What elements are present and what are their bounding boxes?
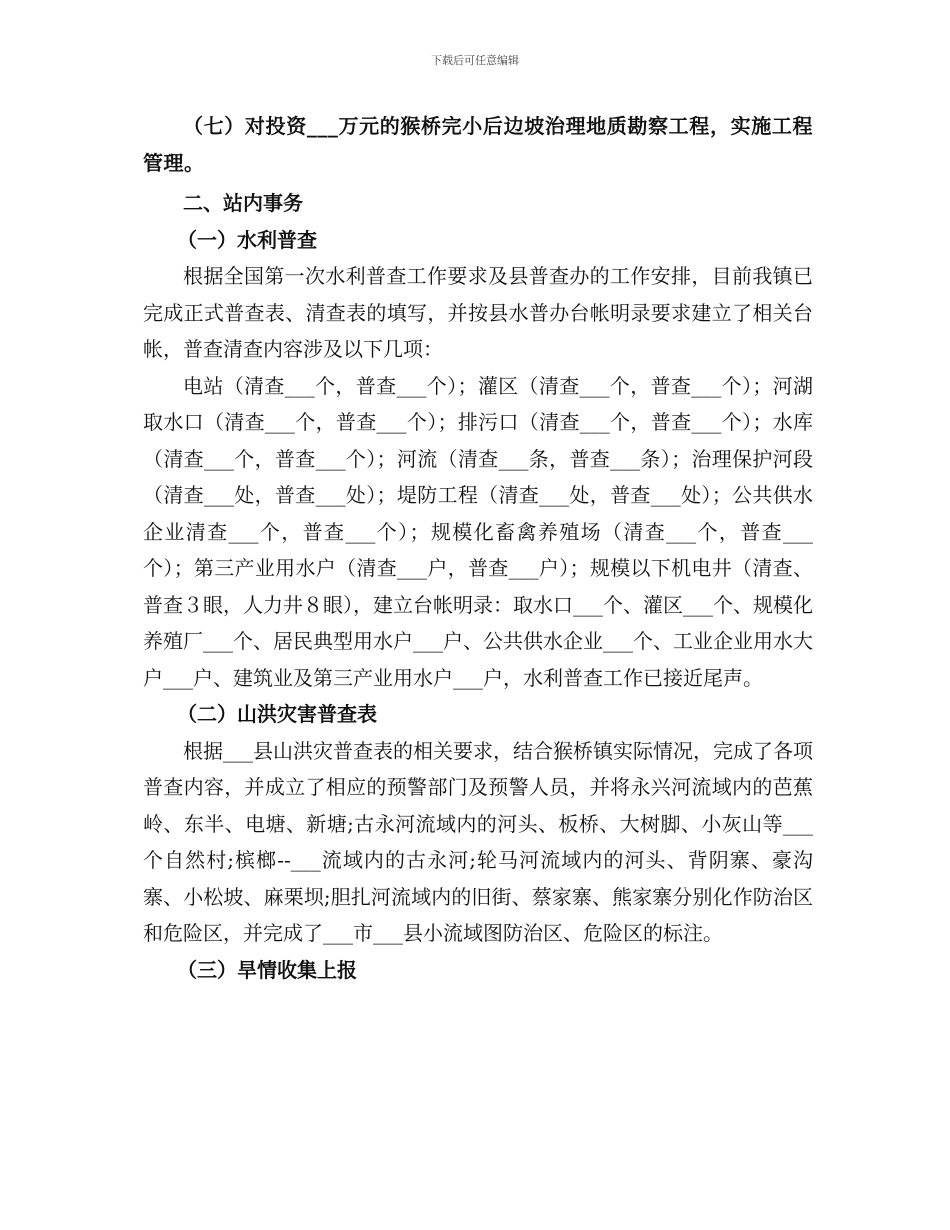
paragraph-water-census-items: 电站（清查___个，普查___个）；灌区（清查___个，普查___个）；河湖取水口（清查___个，普查___个）；排污口（清查___个，普查___个）；水库（清查___个，普查___个）；河流（清查___条，普查___条）；治理保护河段（清查___处，普查___处）；堤防工程（清查___处，普查___处）；公共供水企业清查___个，普查___个）；规模化畜禽养殖场（清查___个，普查___个）；第三产业用水户（清查___户，普查___户）；规模以下机电井（清查、普查３眼，人力井８眼），建立台帐明录：取水口___个、灌区___个、规模化养殖厂___个、居民典型用水户___户、公共供水企业___个、工业企业用水大户___户、建筑业及第三产业用水户___户，水利普查工作已接近尾声。 [143,373,813,690]
document-body [143,108,813,988]
paragraph-water-census-intro: 根据全国第一次水利普查工作要求及县普查办的工作安排，目前我镇已完成正式普查表、清查表的填写，并按县水普办台帐明录要求建立了相关台帐，普查清查内容涉及以下几项： [143,264,813,361]
subsection-heading-3: （三）旱情收集上报 [177,957,357,982]
subsection-heading-1: （一）水利普查 [177,227,317,252]
paragraph-flood-census: 根据___县山洪灾普查表的相关要求，结合猴桥镇实际情况，完成了各项普查内容，并成立了相应的预警部门及预警人员，并将永兴河流域内的芭蕉岭、东半、电塘、新塘;古永河流域内的河头、板桥、大树脚、小灰山等___个自然村;槟榔--___流域内的古永河;轮马河流域内的河头、背阴寨、豪沟寨、小松坡、麻栗坝;胆扎河流域内的旧街、蔡家寨、熊家寨分别化作防治区和危险区，并完成了___市___县小流域图防治区、危险区的标注。 [143,738,813,945]
section-heading-2: 二、站内事务 [183,191,303,215]
page-header: 下载后可任意编辑 [431,54,519,67]
subsection-heading-2: （二）山洪灾害普查表 [177,702,377,726]
paragraph-item-7: （七）对投资___万元的猴桥完小后边坡治理地质勘察工程，实施工程管理。 [143,114,813,175]
